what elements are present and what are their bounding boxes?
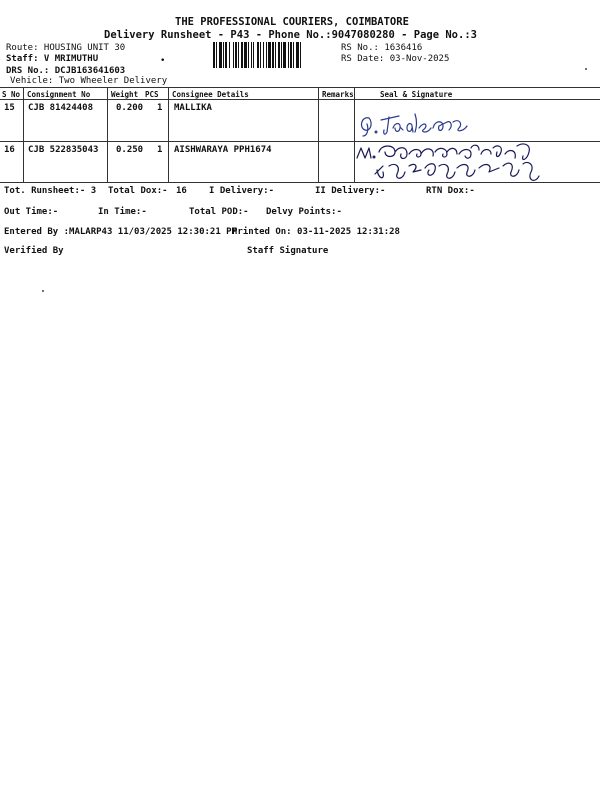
out-time-label: Out Time:- (4, 207, 59, 217)
handwritten-signature-1 (355, 108, 475, 140)
row-pcs: 1 (157, 103, 163, 113)
row-pcs: 1 (157, 145, 163, 155)
company-title: THE PROFESSIONAL COURIERS, COIMBATORE (175, 16, 409, 28)
pen-mark: • (160, 56, 166, 66)
header-pcs: PCS (145, 90, 159, 99)
header-sno: S No (2, 90, 21, 99)
i-delivery-label: I Delivery:- (209, 186, 275, 196)
row-weight: 0.250 (116, 145, 144, 155)
entered-by: Entered By :MALARP43 11/03/2025 12:30:21 PM (4, 227, 237, 237)
col-divider (168, 87, 169, 182)
row-consignee: AISHWARAYA PPH1674 (174, 145, 272, 155)
header-consignment: Consignment No (27, 90, 91, 99)
route-label: Route: HOUSING UNIT 30 (6, 43, 126, 53)
header-remarks: Remarks (322, 90, 354, 99)
runsheet-title: Delivery Runsheet - P43 - Phone No.:9047080280 - Page No.:3 (104, 29, 477, 41)
verified-by-label: Verified By (4, 246, 64, 256)
handwritten-signature-2 (355, 140, 547, 190)
staff-label: Staff: V MRIMUTHU (6, 54, 99, 64)
col-divider (23, 87, 24, 182)
rtn-dox-label: RTN Dox:- (426, 186, 475, 196)
row-consignment: CJB 522835043 (28, 145, 99, 155)
total-runsheet: Tot. Runsheet:- 3 (4, 186, 97, 196)
header-weight: Weight (111, 90, 139, 99)
header-seal-signature: Seal & Signature (380, 90, 453, 99)
row-sno: 16 (4, 145, 15, 155)
table-top-rule (0, 87, 600, 88)
staff-signature-label: Staff Signature (247, 246, 329, 256)
row-sno: 15 (4, 103, 15, 113)
printed-on: Printed On: 03-11-2025 12:31:28 (232, 227, 400, 237)
col-divider (318, 87, 319, 182)
delvy-points-label: Delvy Points:- (266, 207, 342, 217)
barcode-image (213, 42, 337, 68)
table-header-rule (0, 99, 600, 100)
row-weight: 0.200 (116, 103, 144, 113)
scan-speck (42, 290, 44, 292)
row-consignee: MALLIKA (174, 103, 212, 113)
col-divider (107, 87, 108, 182)
vehicle-label: Vehicle: Two Wheeler Delivery (10, 76, 168, 86)
total-dox-label: Total Dox:- (108, 186, 168, 196)
header-consignee: Consignee Details (172, 90, 249, 99)
scan-speck (585, 68, 587, 70)
total-pod-label: Total POD:- (189, 207, 249, 217)
drs-number: DRS No.: DCJB163641603 (6, 66, 126, 76)
total-dox-value: 16 (176, 186, 187, 196)
ii-delivery-label: II Delivery:- (315, 186, 386, 196)
in-time-label: In Time:- (98, 207, 147, 217)
rs-number: RS No.: 1636416 (341, 43, 423, 53)
rs-date: RS Date: 03-Nov-2025 (341, 54, 450, 64)
row-consignment: CJB 81424408 (28, 103, 94, 113)
